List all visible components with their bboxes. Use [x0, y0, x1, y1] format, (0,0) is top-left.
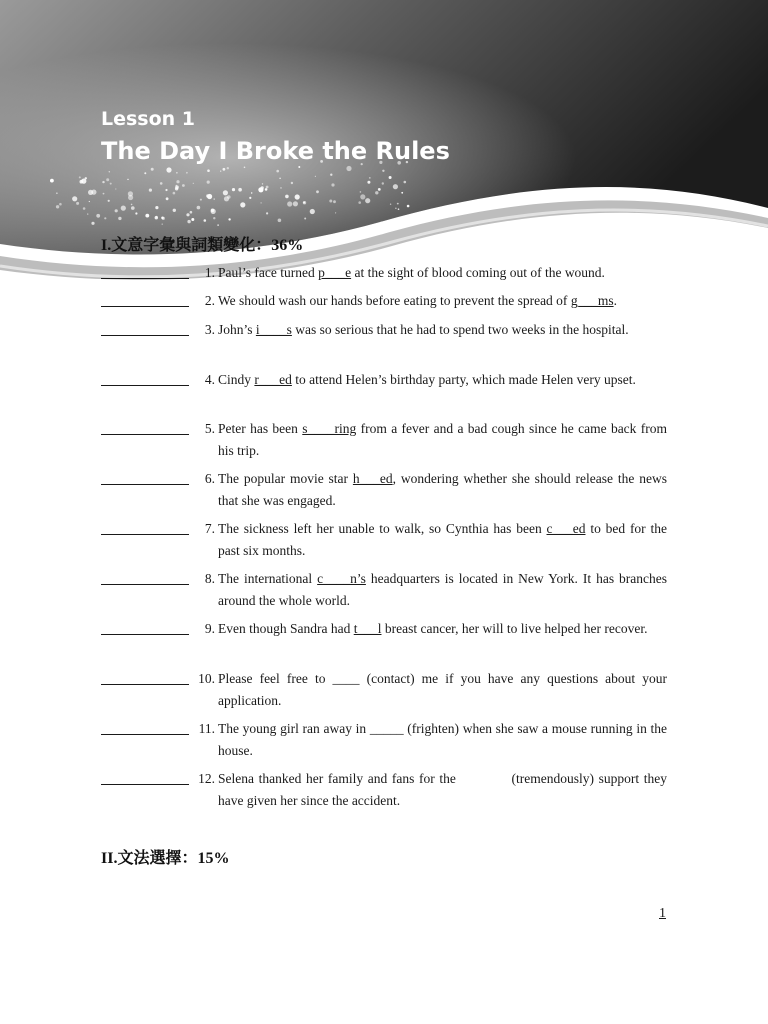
sparkle [389, 176, 392, 179]
sparkle [295, 194, 300, 199]
word-clue [461, 771, 507, 786]
word-clue: g___ms [570, 293, 614, 308]
question-text: The international c____n’s headquarters is located in New York. It has branches around the whole world. [218, 571, 668, 608]
word-clue: p___e [318, 265, 352, 280]
sparkle [127, 179, 128, 180]
sparkle [395, 208, 396, 209]
section-heading-vocabulary: I.文意字彙與詞類變化：36% [101, 237, 304, 254]
question-number: 3. [204, 322, 215, 337]
sparkle [360, 191, 362, 193]
answer-blank[interactable] [101, 306, 189, 307]
sparkle [204, 219, 207, 222]
sparkle [401, 192, 403, 194]
sparkle [315, 176, 316, 177]
sparkle [109, 171, 110, 172]
sparkle [249, 197, 251, 199]
sparkle [393, 184, 398, 189]
answer-blank[interactable] [101, 278, 189, 279]
answer-blank[interactable] [101, 335, 189, 336]
sparkle [378, 188, 381, 191]
word-clue: t___l [353, 621, 382, 636]
word-clue: c____n’s [317, 571, 366, 586]
answer-blank[interactable] [101, 684, 189, 685]
sparkle [162, 224, 163, 225]
sparkle [197, 206, 201, 210]
sparkle [160, 182, 163, 185]
sparkle [223, 168, 226, 171]
answer-blank[interactable] [101, 385, 189, 386]
sparkle [330, 174, 332, 176]
sparkle [91, 222, 94, 225]
question-number: 6. [204, 471, 215, 486]
sparkle [207, 169, 210, 172]
sparkle [186, 172, 188, 174]
sparkle [285, 195, 289, 199]
sparkle [258, 187, 263, 192]
question-text: The young girl ran away in _____ (frighten) when she saw a mouse running in the house. [218, 721, 668, 758]
sparkle [293, 201, 298, 206]
question-text: John’s i____s was so serious that he had to spend two weeks in the hospital. [218, 322, 629, 337]
question-text: The popular movie star h___ed, wondering whether she should release the news that she was engaged. [218, 471, 667, 508]
answer-blank[interactable] [101, 784, 189, 785]
sparkle [76, 202, 79, 205]
sparkle [375, 191, 378, 194]
sparkle [155, 206, 158, 209]
sparkle [404, 181, 407, 184]
sparkle [331, 183, 334, 186]
question-item [101, 319, 629, 341]
sparkle [72, 196, 77, 201]
sparkle [121, 206, 126, 211]
sparkle [227, 167, 229, 169]
sparkle [369, 177, 371, 179]
question-number: 4. [204, 372, 215, 387]
sparkle [266, 212, 268, 214]
sparkle [397, 203, 399, 205]
sparkle [303, 202, 305, 204]
sparkle [265, 188, 268, 191]
question-item [101, 468, 667, 512]
sparkle [213, 217, 215, 219]
sparkle [56, 193, 57, 194]
sparkle [304, 218, 306, 220]
sparkle [382, 170, 384, 172]
sparkle [173, 209, 176, 212]
sparkle [145, 214, 149, 218]
word-clue: ____ [332, 671, 360, 686]
sparkle [228, 218, 230, 220]
answer-blank[interactable] [101, 534, 189, 535]
question-number: 11. [198, 721, 215, 736]
sparkle [115, 209, 118, 212]
sparkle [50, 179, 54, 183]
sparkle [87, 213, 88, 214]
answer-blank[interactable] [101, 484, 189, 485]
sparkle [59, 203, 62, 206]
sparkle [191, 218, 194, 221]
sparkle [390, 204, 391, 205]
question-item [101, 262, 605, 284]
sparkle [155, 216, 158, 219]
sparkle [106, 178, 109, 181]
sparkle [329, 200, 332, 203]
sparkle [278, 219, 282, 223]
sparkle [382, 182, 384, 184]
sparkle [187, 220, 190, 223]
question-number: 12. [198, 771, 215, 786]
question-number: 10. [198, 671, 215, 686]
sparkle [165, 189, 167, 191]
sparkle [104, 217, 106, 219]
sparkle [280, 187, 282, 189]
sparkle [335, 212, 336, 213]
lesson-title: The Day I Broke the Rules [101, 137, 450, 165]
question-text: Please feel free to ____ (contact) me if you have any questions about your application. [218, 671, 667, 708]
answer-blank[interactable] [101, 434, 189, 435]
word-clue: i____s [255, 322, 292, 337]
question-item [101, 718, 667, 762]
sparkle [182, 184, 185, 187]
word-clue: s____ring [302, 421, 357, 436]
sparkle [240, 202, 245, 207]
sparkle [102, 181, 104, 183]
question-item [101, 369, 636, 391]
question-item [101, 518, 667, 562]
sparkle [217, 224, 219, 226]
sparkle [108, 200, 110, 202]
sparkle [88, 190, 93, 195]
word-clue: r___ed [254, 372, 292, 387]
sparkle [211, 209, 216, 214]
question-text: Selena thanked her family and fans for the (tremendously) support they have given her since the accident. [218, 771, 671, 808]
sparkle [128, 191, 133, 196]
sparkle [135, 212, 137, 214]
sparkle [83, 207, 86, 210]
question-number: 1. [204, 265, 215, 280]
sparkle [279, 178, 280, 179]
sparkle [176, 180, 179, 183]
lesson-label: Lesson 1 [101, 108, 196, 130]
answer-blank[interactable] [101, 634, 189, 635]
answer-blank[interactable] [101, 734, 189, 735]
sparkle [244, 167, 246, 169]
question-number: 8. [204, 571, 215, 586]
sparkle [260, 202, 261, 203]
page-number: 1 [659, 906, 666, 921]
question-item [101, 418, 667, 462]
sparkle [346, 166, 351, 171]
sparkle [206, 194, 209, 197]
sparkle [266, 186, 269, 189]
word-clue: c___ed [546, 521, 586, 536]
sparkle [110, 183, 112, 185]
sparkle [223, 190, 228, 195]
sparkle [175, 187, 178, 190]
word-clue: _____ [369, 721, 404, 736]
sparkle [149, 189, 152, 192]
question-item [101, 668, 667, 712]
sparkle [407, 205, 410, 208]
sparkle [358, 201, 361, 204]
sparkle [238, 188, 242, 192]
question-text: Paul’s face turned p___e at the sight of blood coming out of the wound. [218, 265, 605, 280]
sparkle [262, 183, 263, 184]
question-item [101, 568, 667, 612]
sparkle [287, 201, 292, 206]
question-text: Peter has been s____ring from a fever and a bad cough since he came back from his trip. [218, 421, 668, 458]
sparkle [360, 194, 365, 199]
sparkle [232, 188, 235, 191]
question-number: 7. [204, 521, 215, 536]
sparkle [151, 168, 154, 171]
sparkle [115, 188, 116, 189]
question-text: The sickness left her unable to walk, so Cynthia has been c___ed to bed for the past six months. [218, 521, 667, 558]
sparkle [333, 200, 336, 203]
sparkle [103, 193, 105, 195]
sparkle [200, 199, 202, 201]
question-item [101, 768, 671, 812]
sparkle [131, 204, 133, 206]
sparkle [118, 217, 121, 220]
sparkle [81, 179, 86, 184]
sparkle [276, 170, 279, 173]
sparkle [166, 197, 169, 200]
sparkle [144, 172, 146, 174]
sparkle [186, 213, 189, 216]
question-item [101, 618, 647, 640]
sparkle [316, 190, 319, 193]
section-heading-grammar: II.文法選擇：15% [101, 850, 230, 867]
sparkle [190, 211, 193, 214]
sparkle [162, 217, 165, 220]
sparkle [166, 167, 171, 172]
sparkle [227, 195, 231, 199]
sparkle [367, 181, 370, 184]
question-number: 2. [204, 293, 215, 308]
question-number: 9. [204, 621, 215, 636]
sparkle [193, 183, 194, 184]
sparkle [176, 172, 178, 174]
sparkle [291, 182, 293, 184]
question-number: 5. [204, 421, 215, 436]
sparkle [398, 208, 400, 210]
sparkle [365, 198, 370, 203]
sparkle [220, 171, 221, 172]
question-text: Cindy r___ed to attend Helen’s birthday party, which made Helen very upset. [218, 372, 636, 387]
sparkle [251, 192, 252, 193]
question-text: We should wash our hands before eating to prevent the spread of g___ms. [218, 293, 617, 308]
sparkle [79, 176, 81, 178]
sparkle [131, 206, 135, 210]
sparkle [173, 192, 176, 195]
sparkle [96, 214, 100, 218]
question-text: Even though Sandra had t___l breast cancer, her will to live helped her recover. [218, 621, 648, 636]
sparkle [298, 166, 300, 168]
sparkle [176, 185, 178, 187]
sparkle [89, 201, 90, 202]
sparkle [310, 209, 315, 214]
sparkle [56, 205, 59, 208]
question-item [101, 290, 617, 312]
word-clue: h___ed [352, 471, 393, 486]
sparkle [207, 181, 210, 184]
sparkle [214, 198, 215, 199]
answer-blank[interactable] [101, 584, 189, 585]
